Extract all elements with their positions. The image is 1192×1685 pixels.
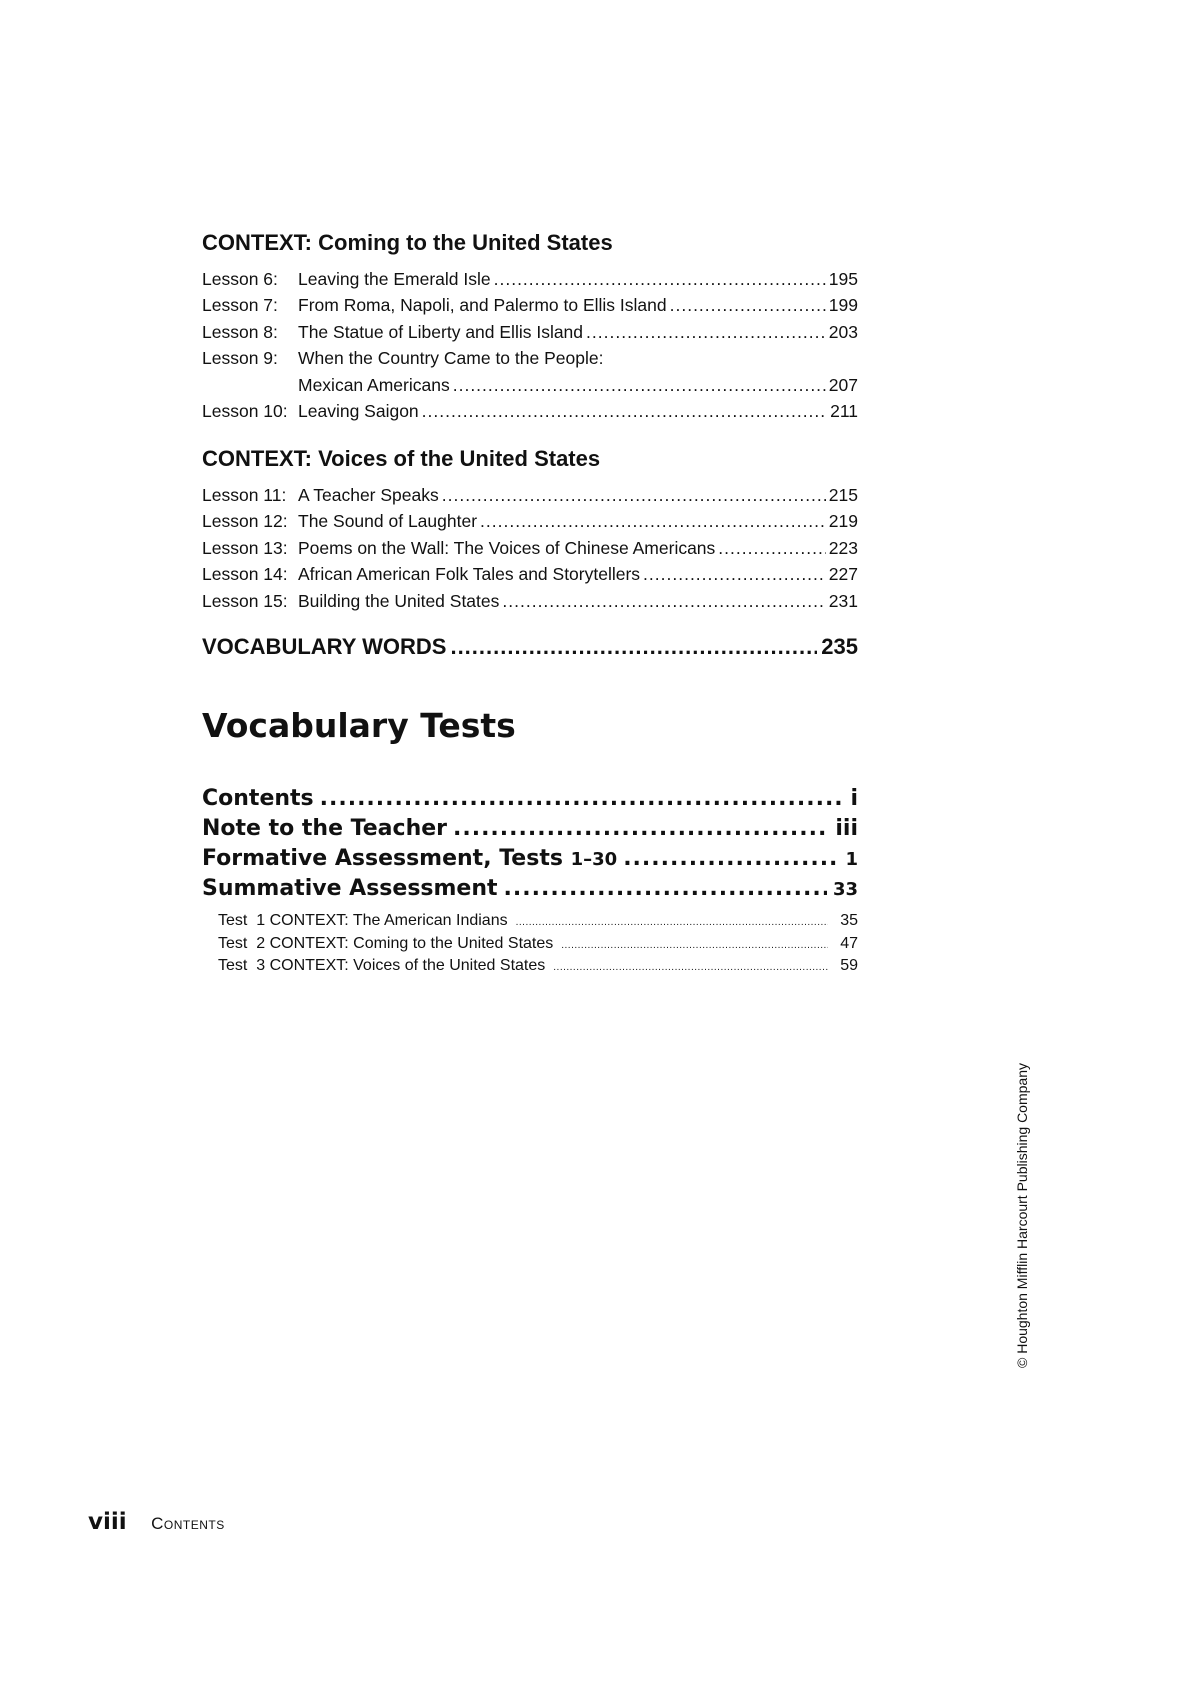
toc-entry-lesson-7[interactable] <box>202 292 858 318</box>
page-number: 47 <box>840 934 858 952</box>
page-number: 227 <box>828 564 858 585</box>
lesson-label: Lesson 14: <box>202 564 288 585</box>
lesson-title: African American Folk Tales and Storytellers <box>298 564 641 585</box>
vocabulary-tests-section <box>202 704 858 748</box>
entry-label: Contents <box>202 786 314 811</box>
toc-entry-lesson-9[interactable] <box>202 345 858 371</box>
lesson-label: Lesson 9: <box>202 348 278 369</box>
page-number: 195 <box>828 269 858 289</box>
lesson-title: The Statue of Liberty and Ellis Island <box>298 321 584 342</box>
page-footer <box>88 1508 225 1536</box>
dot-leader <box>586 319 826 345</box>
lesson-label: Lesson 7: <box>202 295 278 316</box>
lesson-title: Building the United States <box>298 590 500 611</box>
dot-leader <box>453 372 826 398</box>
dot-leader <box>561 935 828 958</box>
lesson-label: Lesson 8: <box>202 321 278 342</box>
entry-label: Note to the Teacher <box>202 816 447 841</box>
page-number: 235 <box>821 634 858 659</box>
toc-entry-formative-assessment[interactable] <box>202 844 858 874</box>
page-number: 1 <box>845 849 858 870</box>
copyright-notice: © Houghton Mifflin Harcourt Publishing Company <box>1014 1063 1030 1368</box>
toc-entry-lesson-13[interactable] <box>202 535 858 561</box>
test-label: Test 3 CONTEXT: Voices of the United States <box>218 957 546 974</box>
page-number: 33 <box>832 879 858 900</box>
lesson-title: A Teacher Speaks <box>298 485 439 505</box>
lesson-title: Poems on the Wall: The Voices of Chinese Americans <box>298 537 716 558</box>
page-number: 223 <box>828 537 858 558</box>
page-number: 59 <box>840 957 858 974</box>
page-number: 215 <box>828 485 858 505</box>
dot-leader <box>502 588 825 614</box>
toc-entry-contents[interactable] <box>202 784 858 814</box>
toc-entry-test-1[interactable] <box>202 910 858 933</box>
toc-entry-lesson-14[interactable] <box>202 561 858 587</box>
lesson-label: Lesson 15: <box>202 590 288 611</box>
lesson-label: Lesson 12: <box>202 511 288 532</box>
section-title: Voices of the United States <box>318 446 601 471</box>
lesson-label: Lesson 13: <box>202 537 288 558</box>
dot-leader <box>442 482 826 508</box>
toc-entry-test-3[interactable] <box>202 955 858 978</box>
lesson-title-continued: Mexican Americans <box>298 374 450 395</box>
page-number: 211 <box>830 400 858 421</box>
page-number: 199 <box>828 295 858 316</box>
vocabulary-tests-list <box>202 784 858 904</box>
page-number: 203 <box>828 321 858 342</box>
entry-label <box>202 844 617 875</box>
lesson-title: The Sound of Laughter <box>298 511 478 532</box>
dot-leader <box>643 561 826 587</box>
footer-section-name: Contents <box>151 1514 225 1533</box>
context-section-voices <box>202 442 858 614</box>
dot-leader <box>480 508 826 534</box>
lesson-title: Leaving Saigon <box>298 400 419 421</box>
toc-entry-lesson-10[interactable] <box>202 398 858 424</box>
dot-leader <box>494 266 826 292</box>
dot-leader <box>504 874 827 904</box>
entry-label-range: 1–30 <box>570 849 618 870</box>
footer-page-number: viii <box>88 1509 127 1535</box>
lesson-title: Leaving the Emerald Isle <box>298 269 491 289</box>
lesson-label: Lesson 11: <box>202 485 287 505</box>
toc-entry-test-2[interactable] <box>202 933 858 956</box>
toc-entry-note-to-teacher[interactable] <box>202 814 858 844</box>
dot-leader <box>516 912 828 935</box>
section-title: Coming to the United States <box>318 230 613 255</box>
dot-leader <box>623 844 839 874</box>
dot-leader <box>453 814 829 844</box>
page-number: 231 <box>828 590 858 611</box>
section-title: Vocabulary Tests <box>202 706 516 745</box>
toc-entry-lesson-6[interactable] <box>202 266 858 292</box>
summative-tests-list <box>202 910 858 978</box>
dot-leader <box>670 292 826 318</box>
toc-entry-lesson-12[interactable] <box>202 508 858 534</box>
toc-entry-vocabulary-words[interactable] <box>202 632 858 662</box>
lesson-title: When the Country Came to the People: <box>298 348 604 369</box>
lesson-title: From Roma, Napoli, and Palermo to Ellis Island <box>298 295 667 316</box>
page-number: iii <box>835 816 858 841</box>
entry-label: VOCABULARY WORDS <box>202 634 447 659</box>
toc-entry-lesson-11[interactable] <box>202 482 858 508</box>
dot-leader <box>320 784 845 814</box>
page-number: 207 <box>828 374 858 395</box>
dot-leader <box>718 535 826 561</box>
toc-entry-lesson-9-continued[interactable] <box>202 372 858 398</box>
page-number: i <box>850 786 858 811</box>
dot-leader <box>450 632 817 662</box>
page-number: 35 <box>840 912 858 929</box>
dot-leader <box>553 957 828 980</box>
toc-entry-lesson-15[interactable] <box>202 588 858 614</box>
vocabulary-words-section <box>202 632 858 662</box>
test-label: Test 1 CONTEXT: The American Indians <box>218 912 508 929</box>
entry-label-text: Formative Assessment, Tests <box>202 846 563 871</box>
toc-entry-lesson-8[interactable] <box>202 319 858 345</box>
toc-entry-summative-assessment[interactable] <box>202 874 858 904</box>
page-number: 219 <box>828 511 858 532</box>
section-heading <box>202 226 858 260</box>
dot-leader <box>422 398 827 424</box>
section-prefix: CONTEXT: <box>202 230 312 255</box>
lesson-label: Lesson 6: <box>202 269 278 289</box>
lesson-label: Lesson 10: <box>202 400 288 421</box>
test-label: Test 2 CONTEXT: Coming to the United States <box>218 934 554 952</box>
section-prefix: CONTEXT: <box>202 446 312 471</box>
context-section-coming <box>202 226 858 424</box>
section-heading <box>202 442 858 476</box>
entry-label: Summative Assessment <box>202 876 498 901</box>
